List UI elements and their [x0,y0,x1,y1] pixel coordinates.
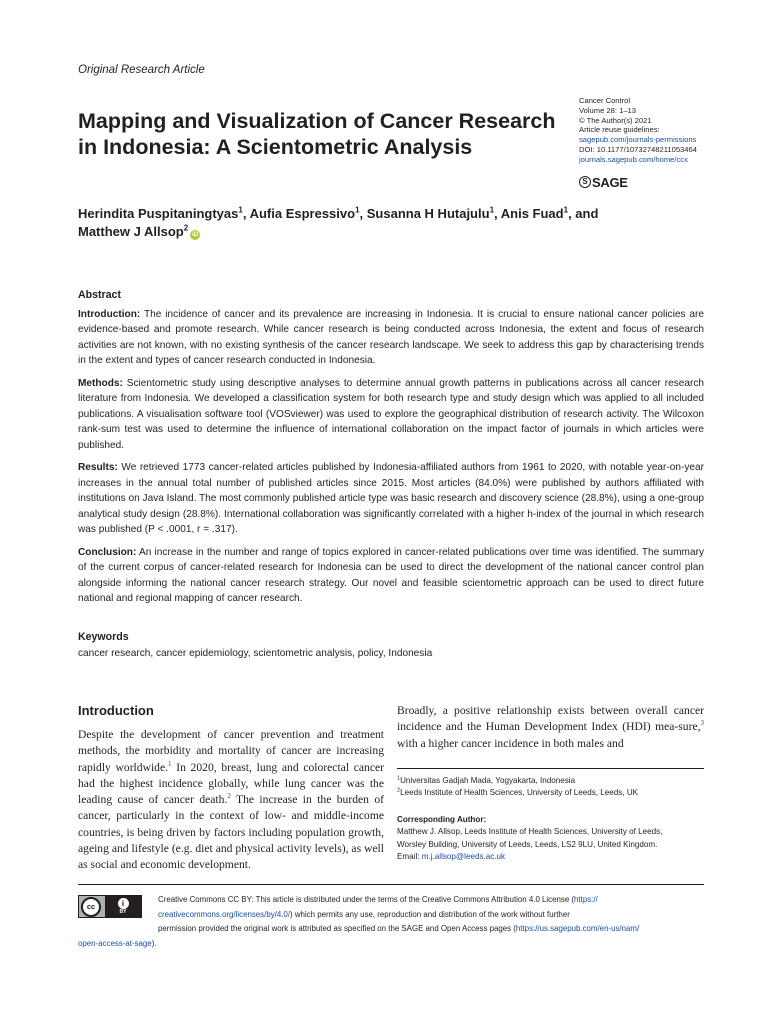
license-text: Creative Commons CC BY: This article is distributed under the terms of the Creative Commons Attribution 4.0 License ( [158,895,575,904]
abstract-section [78,288,704,614]
author-affiliation-marker: 1 [489,205,495,215]
keywords-section [78,630,704,661]
affiliation-divider [397,768,704,769]
author-name: Aufia Espressivo [249,206,356,221]
author-separator: , [359,206,367,221]
license-divider [78,884,704,885]
author-separator: , [494,206,501,221]
journal-volume: Volume 28: 1–13 [579,105,636,115]
abstract-section-text: Scientometric study using descriptive analyses to determine annual growth patterns in publications across all cancer research literature from Indonesia. We developed a classification system for both research type and study design which was applied to all included publications. A visualisation software tool (VOSviewer) was used to explore the geographical distribution of research activity. The Wilcoxon rank-sum test was used to determine the influence of international collaboration on the impact factor of journals in which articles were published. [78,377,704,451]
author-name: Susanna H Hutajulu [366,206,490,221]
license-statement [78,893,704,951]
author-list [78,205,698,241]
email-link[interactable]: m.j.allsop@leeds.ac.uk [421,851,506,861]
affiliation-item [397,775,704,787]
corresponding-author [397,814,704,863]
sage-wordmark: SAGE [592,174,628,190]
reuse-label: Article reuse guidelines: [579,125,660,135]
keywords-text: cancer research, cancer epidemiology, scientometric analysis, policy, Indonesia [78,648,433,659]
license-text: ) which permits any use, reproduction and distribution of the work without further [290,909,570,919]
license-line [78,939,157,948]
license-text: ). [151,938,157,948]
license-line [78,922,704,937]
orcid-icon[interactable]: iD [192,232,199,238]
abstract-paragraph [78,545,704,607]
journal-name: Cancer Control [579,96,631,105]
paper-title: Mapping and Visualization of Cancer Research in Indonesia: A Scientometric Analysis [78,109,556,159]
abstract-paragraph [78,307,704,369]
corresponding-author-label: Corresponding Author: [397,815,487,824]
abstract-section-label: Results: [78,462,118,473]
body-text: with a higher cancer incidence in both males and [397,736,624,750]
citation-link[interactable]: 1 [168,759,172,768]
abstract-section-label: Methods: [78,377,123,389]
doi: DOI: 10.1177/10732748211053464 [579,144,697,154]
sage-icon: S [579,176,591,188]
affiliation-item [397,787,704,799]
license-link[interactable]: https:// [574,895,598,904]
affiliation-text: Universitas Gadjah Mada, Yogyakarta, Indonesia [400,776,576,785]
by-label: BY [119,909,127,915]
copyright: © The Author(s) 2021 [579,115,652,125]
corresponding-address-line: Worsley Building, University of Leeds, Leeds, LS2 9LU, United Kingdom. [397,839,658,849]
sage-logo [579,175,628,189]
abstract-section-label: Introduction: [78,308,141,320]
person-icon: i [118,898,129,909]
abstract-section-text: We retrieved 1773 cancer-related articles published by Indonesia-affiliated authors from 1961 to 2020, with notable year-on-year increases in the annual total number of published articles since 2015. Most articles (84.0%) were published by authors affiliated with institutions on Java Island. The most commonly published article type was basic research and discovery science (28.8%), using a one-group analytical study design (28.8%). International collaboration was significantly correlated with a higher h-index of the journal in which research was published (P < .0001, r = .317). [78,462,704,535]
affiliation-number: 2 [397,787,401,794]
author-name: Anis Fuad [500,206,564,221]
author-affiliation-marker: 1 [355,205,360,215]
corresponding-address-line: Matthew J. Allsop, Leeds Institute of Health Sciences, University of Leeds, [397,827,663,837]
license-text: permission provided the original work is attributed as specified on the SAGE and Open Access pages ( [158,924,516,933]
reuse-link[interactable]: sagepub.com/journals-permissions [579,135,697,145]
abstract-section-text: The incidence of cancer and its prevalence are increasing in Indonesia. It is crucial to ensure national cancer policies are evidence-based and promote research. While cancer research is being conducted across Indonesia, the extent and focus of research activities are not known, with no existing synthesis of the cancer research landscape. We seek to address this gap by characterising trends in the extent and types of cancer research conducted in Indonesia. [78,308,704,366]
citation-link[interactable]: 2 [227,792,231,801]
open-access-link[interactable]: https://us.sagepub.com/en-us/nam/ [515,924,640,933]
journal-home-link[interactable]: journals.sagepub.com/home/ccx [579,154,688,164]
abstract-heading: Abstract [78,289,121,301]
affiliation-number: 1 [397,775,401,782]
introduction-heading: Introduction [78,703,154,718]
author-name: Herindita Puspitaningtyas [78,206,239,221]
abstract-section-text: An increase in the number and range of topics explored in cancer-related publications over time was identified. The summary of the current corpus of cancer-related research for Indonesia can be used to direct the development of the national cancer control plan alongside informing the national cancer research strategy. Our novel and feasible scientometric approach can be used to direct future national and regional mapping of cancer research. [78,546,704,604]
introduction-right-column [397,703,704,752]
author-separator: , [242,206,250,221]
body-text: In 2020, breast, lung and colorectal cancer had the highest incidence globally, while lung cancer was the leading cause of cancer death. [78,760,384,807]
journal-info [579,96,697,165]
license-line [78,893,704,908]
email-label: Email: [397,851,422,861]
license-line [78,908,704,923]
open-access-link[interactable]: open-access-at-sage [78,938,152,948]
affiliations [397,775,704,799]
abstract-paragraph [78,460,704,538]
abstract-section-label: Conclusion: [78,546,137,558]
introduction-left-column [78,727,384,874]
citation-link[interactable]: 3 [700,719,704,728]
body-text: Broadly, a positive relationship exists between overall cancer incidence and the Human Development Index (HDI) mea-sure, [397,704,704,734]
license-link[interactable]: creativecommons.org/licenses/by/4.0/ [158,909,291,919]
body-text: Despite the development of cancer prevention and treatment methods, the morbidity and mortality of cancer are increasing rapidly worldwide. [78,728,384,774]
author-separator: , and [568,206,599,221]
body-text: The increase in the burden of cancer, particularly in the context of low- and middle-income countries, is being driven by factors including population growth, ageing and lifestyle (e.g. diet and physical activity levels), as well as social and economic development. [78,793,385,872]
email-line [397,851,704,863]
affiliation-text: Leeds Institute of Health Sciences, University of Leeds, Leeds, UK [400,788,639,797]
creative-commons-icon: cc [81,897,101,917]
author-affiliation-marker: 1 [563,205,569,215]
keywords-heading: Keywords [78,631,129,643]
author-affiliation-marker: 2 [183,223,189,233]
abstract-paragraph [78,376,704,454]
author-name: Matthew J Allsop [78,224,184,239]
article-type-label: Original Research Article [78,64,205,76]
author-affiliation-marker: 1 [238,205,243,215]
